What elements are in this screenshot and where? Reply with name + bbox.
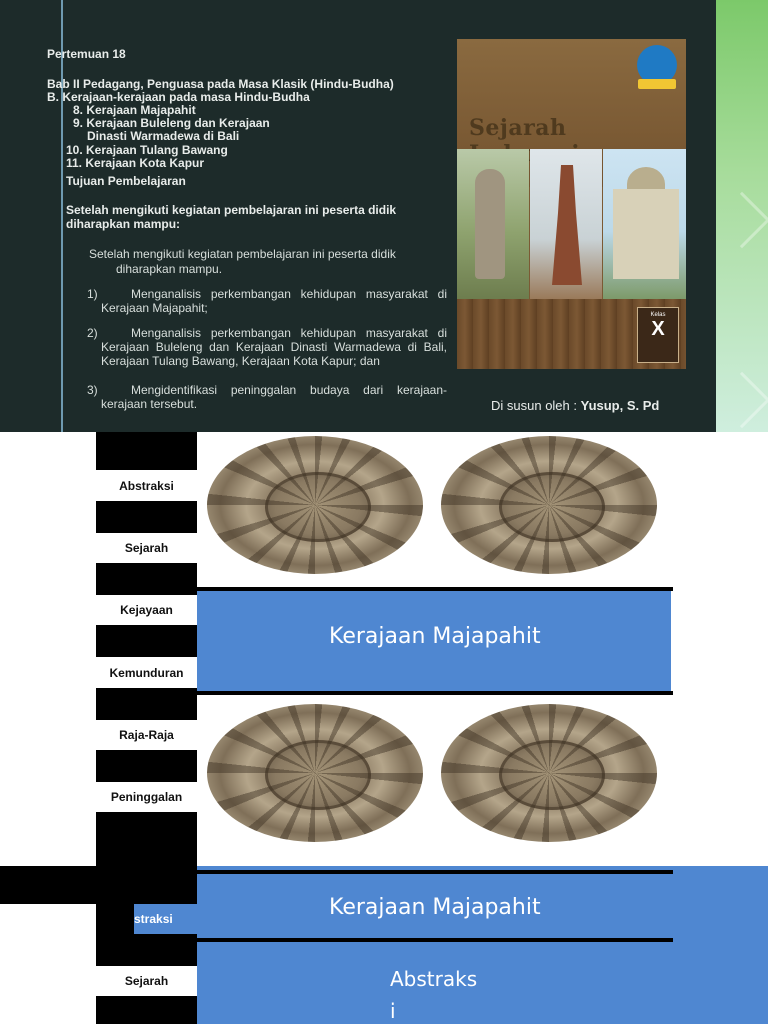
topic-item: Dinasti Warmadewa di Bali xyxy=(87,129,240,143)
topic-item: 8. Kerajaan Majapahit xyxy=(73,103,196,117)
nav-kejayaan[interactable]: Kejayaan xyxy=(96,595,197,625)
nav-peninggalan[interactable]: Peninggalan xyxy=(96,782,197,812)
grade-badge: Kelas X xyxy=(637,307,679,363)
surya-majapahit-image xyxy=(441,436,657,574)
nav-abstraksi[interactable]: Abstraksi xyxy=(96,471,197,501)
book-cover-image xyxy=(457,39,686,369)
content-heading-cont: i xyxy=(390,999,396,1023)
nav-raja-raja[interactable]: Raja-Raja xyxy=(96,720,197,750)
nav-kemunduran[interactable]: Kemunduran xyxy=(96,658,197,688)
objectives-lead: Setelah mengikuti kegiatan pembelajaran ini peserta didik xyxy=(89,247,396,261)
surya-majapahit-image xyxy=(207,436,423,574)
temple-image xyxy=(552,165,582,285)
objectives-heading: Tujuan Pembelajaran xyxy=(66,174,186,188)
nav-sejarah[interactable]: Sejarah xyxy=(96,966,197,996)
banner-title: Kerajaan Majapahit xyxy=(329,895,541,920)
content-heading: Abstraks xyxy=(390,967,478,991)
chevron-right-icon xyxy=(714,372,768,429)
topic-item: 9. Kerajaan Buleleng dan Kerajaan xyxy=(73,116,270,130)
slide-objectives: Pertemuan 18 Bab II Pedagang, Penguasa pada Masa Klasik (Hindu-Budha) B. Kerajaan-kerajaan pada masa Hindu-Budha 8. Kerajaan Majapahit 9. Kerajaan Buleleng dan Kerajaan Dinasti Warmadewa di Bali 10. Kerajaan Tulang Bawang 11. Kerajaan Kota Kapur Tujuan Pembelajaran Setelah mengikuti kegiatan pembelajaran ini peserta didik diharapkan mampu: Setelah mengikuti kegiatan pembelajaran ini peserta didik diharapkan mampu. 1) Menganalisis perkembangan kehidupan masyarakat di Kerajaan Majapahit; 2) Menganalisis perkembangan kehidupan masyarakat di Kerajaan Buleleng dan Kerajaan Dinasti Warmadewa di Bali, Kerajaan Tulang Bawang, Kerajaan Kota Kapur; dan 3) Mengidentifikasi peninggalan budaya dari kerajaan-kerajaan tersebut. Sejarah Kelas X Di susun oleh : Yusup, S. Pd xyxy=(0,0,768,432)
mosque-image xyxy=(613,189,679,279)
surya-majapahit-image xyxy=(441,704,657,842)
meeting-number: Pertemuan 18 xyxy=(47,47,126,61)
chapter-title: Bab II Pedagang, Penguasa pada Masa Klasik (Hindu-Budha) xyxy=(47,77,394,91)
chevron-right-icon xyxy=(714,192,768,249)
banner-title: Kerajaan Majapahit xyxy=(329,624,541,649)
surya-majapahit-image xyxy=(207,704,423,842)
content-panel xyxy=(197,866,768,1024)
author-credit: Di susun oleh : Yusup, S. Pd xyxy=(491,398,660,413)
objectives-lead-bold: Setelah mengikuti kegiatan pembelajaran ini peserta didik diharapkan mampu: xyxy=(66,203,397,231)
green-side-panel xyxy=(716,0,768,432)
book-title: Sejarah xyxy=(469,115,567,141)
nav-sejarah[interactable]: Sejarah xyxy=(96,533,197,563)
slide-majapahit xyxy=(0,432,768,1024)
statue-image xyxy=(475,169,505,279)
topic-item: 10. Kerajaan Tulang Bawang xyxy=(66,143,228,157)
accent-vertical-line xyxy=(61,0,63,432)
nav-abstraksi-active[interactable]: straksi xyxy=(134,904,197,934)
title-banner xyxy=(197,591,671,691)
section-title: B. Kerajaan-kerajaan pada masa Hindu-Budha xyxy=(47,90,310,104)
objectives-lead-cont: diharapkan mampu. xyxy=(116,262,223,276)
topic-item: 11. Kerajaan Kota Kapur xyxy=(66,156,205,170)
